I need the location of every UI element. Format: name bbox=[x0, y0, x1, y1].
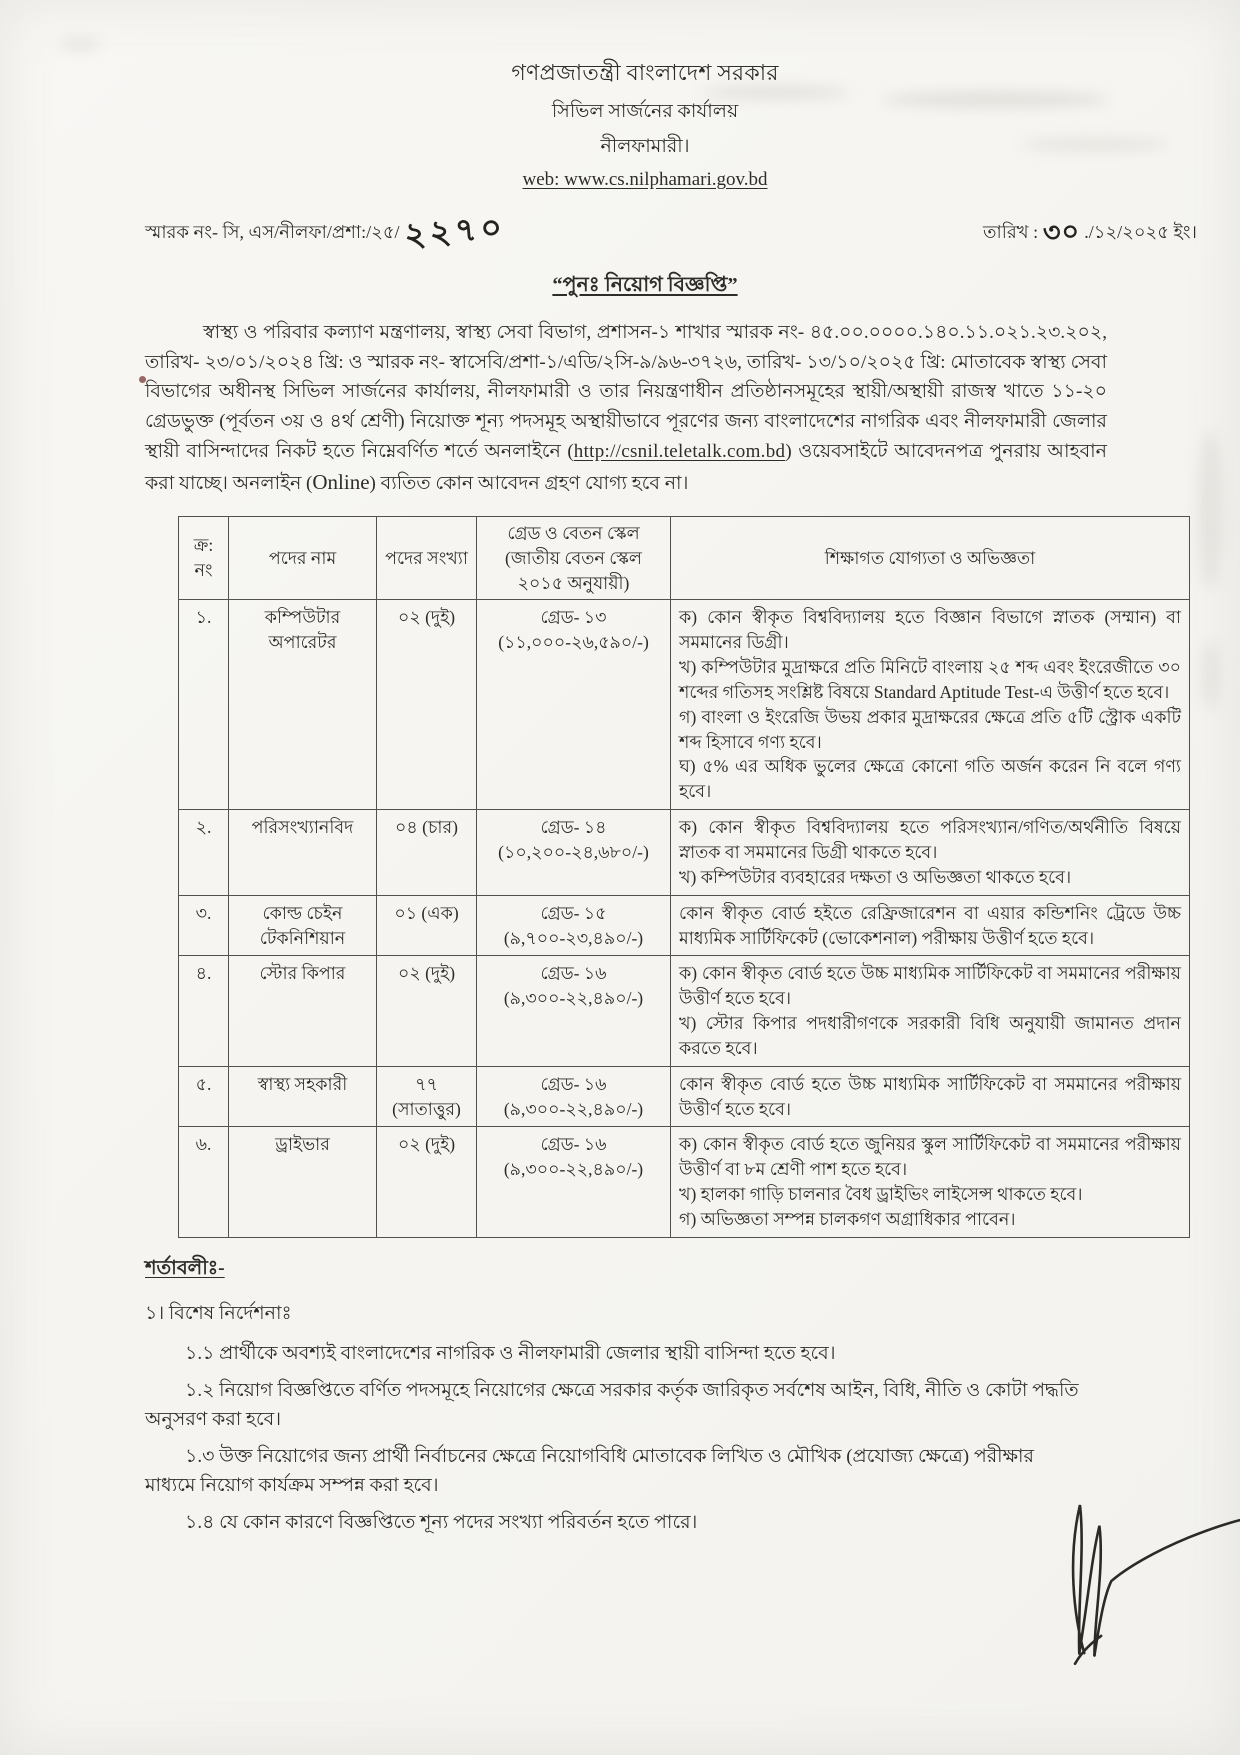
recruitment-table bbox=[178, 516, 1190, 1238]
office-name: সিভিল সার্জনের কার্যালয় bbox=[551, 101, 739, 122]
table-row bbox=[179, 956, 1190, 1066]
serial-cell: ৬. bbox=[179, 1127, 229, 1237]
table-row bbox=[179, 1066, 1190, 1127]
online-word: Online bbox=[312, 470, 370, 495]
memo-number bbox=[145, 201, 506, 257]
scan-smudge bbox=[1202, 640, 1220, 710]
grade-scale-cell: গ্রেড- ১৫ (৯,৭০০-২৩,৪৯০/-) bbox=[477, 895, 671, 956]
grade-scale-cell: গ্রেড- ১৩ (১১,০০০-২৬,৫৯০/-) bbox=[477, 600, 671, 810]
post-count-cell: ০২ (দুই) bbox=[377, 956, 477, 1066]
column-header-post-name: পদের নাম bbox=[229, 516, 377, 600]
column-header-post-count: পদের সংখ্যা bbox=[377, 516, 477, 600]
notice-title: “পুনঃ নিয়োগ বিজ্ঞপ্তি” bbox=[552, 274, 738, 296]
signature bbox=[1035, 1480, 1240, 1670]
qualifications-cell: ক) কোন স্বীকৃত বোর্ড হতে জুনিয়র স্কুল সার্টিফিকেট বা সমমানের পরীক্ষায় উত্তীর্ণ বা ৮ম শ্রেণী পাশ হতে হবে। খ) হালকা গাড়ি চালনার বৈধ ড্রাইভিং লাইসেন্স থাকতে হবে। গ) অভিজ্ঞতা সম্পন্ন চালকগণ অগ্রাধিকার পাবেন। bbox=[671, 1127, 1190, 1237]
post-name-cell: স্টোর কিপার bbox=[229, 956, 377, 1066]
grade-scale-cell: গ্রেড- ১৬ (৯,৩০০-২২,৪৯০/-) bbox=[477, 1127, 671, 1237]
serial-cell: ৩. bbox=[179, 895, 229, 956]
special-instructions-heading: ১। বিশেষ নির্দেশনাঃ bbox=[145, 1302, 292, 1324]
grade-scale-cell: গ্রেড- ১৬ (৯,৩০০-২২,৪৯০/-) bbox=[477, 956, 671, 1066]
condition-item: ১.৩ উক্ত নিয়োগের জন্য প্রার্থী নির্বাচনের ক্ষেত্রে নিয়োগবিধি মোতাবেক লিখিত ও মৌখিক (প্রযোজ্য ক্ষেত্রে) পরীক্ষার মাধ্যমে নিয়োগ কার্যক্রম সম্পন্ন করা হবে। bbox=[145, 1446, 1034, 1496]
qualifications-cell: ক) কোন স্বীকৃত বিশ্ববিদ্যালয় হতে পরিসংখ্যান/গণিত/অর্থনীতি বিষয়ে স্নাতক বা সমমানের ডিগ্রী থাকতে হবে। খ) কম্পিউটার ব্যবহারের দক্ষতা ও অভিজ্ঞতা থাকতে হবে। bbox=[671, 810, 1190, 896]
condition-item: ১.১ প্রার্থীকে অবশ্যই বাংলাদেশের নাগরিক ও নীলফামারী জেলার স্থায়ী বাসিন্দা হতে হবে। bbox=[185, 1342, 836, 1364]
memo-date-row bbox=[145, 201, 1197, 257]
serial-cell: ২. bbox=[179, 810, 229, 896]
letterhead bbox=[145, 56, 1145, 191]
post-name-cell: পরিসংখ্যানবিদ bbox=[229, 810, 377, 896]
office-website-url: web: www.cs.nilphamari.gov.bd bbox=[522, 169, 768, 190]
qualifications-cell: ক) কোন স্বীকৃত বোর্ড হতে উচ্চ মাধ্যমিক সার্টিফিকেট বা সমমানের পরীক্ষায় উত্তীর্ণ হতে হবে। খ) স্টোর কিপার পদধারীগণকে সরকারী বিধি অনুযায়ী জামানত প্রদান করতে হবে। bbox=[671, 956, 1190, 1066]
post-name-cell: ড্রাইভার bbox=[229, 1127, 377, 1237]
post-count-cell: ৭৭ (সাতাত্তুর) bbox=[377, 1066, 477, 1127]
date-handwritten: ৩০ bbox=[1041, 216, 1081, 248]
application-website-url: http://csnil.teletalk.com.bd bbox=[573, 440, 786, 462]
qualifications-cell: কোন স্বীকৃত বোর্ড হতে উচ্চ মাধ্যমিক সার্টিফিকেট বা সমমানের পরীক্ষায় উত্তীর্ণ হতে হবে। bbox=[671, 1066, 1190, 1127]
column-header-qualifications: শিক্ষাগত যোগ্যতা ও অভিজ্ঞতা bbox=[671, 516, 1190, 600]
condition-item: ১.৪ যে কোন কারণে বিজ্ঞপ্তিতে শূন্য পদের সংখ্যা পরিবর্তন হতে পারে। bbox=[185, 1512, 698, 1534]
intro-paragraph bbox=[145, 318, 1107, 499]
table-header-row bbox=[179, 516, 1190, 600]
qualifications-cell: ক) কোন স্বীকৃত বিশ্ববিদ্যালয় হতে বিজ্ঞান বিভাগে স্নাতক (সম্মান) বা সমমানের ডিগ্রী। খ) কম্পিউটার মুদ্রাক্ষরে প্রতি মিনিটে বাংলায় ২৫ শব্দ এবং ইংরেজীতে ৩০ শব্দের গতিসহ সংশ্লিষ্ট বিষয়ে Standard Aptitude Test-এ উত্তীর্ণ হতে হবে। গ) বাংলা ও ইংরেজি উভয় প্রকার মুদ্রাক্ষরের ক্ষেত্রে প্রতি ৫টি স্ট্রোক একটি শব্দ হিসাবে গণ্য হবে। ঘ) ৫% এর অধিক ভুলের ক্ষেত্রে কোনো গতি অর্জন করেন নি বলে গণ্য হবে। bbox=[671, 600, 1190, 810]
intro-text-3: ) ব্যতিত কোন আবেদন গ্রহণ যোগ্য হবে না। bbox=[369, 473, 689, 495]
table-row bbox=[179, 1127, 1190, 1237]
post-name-cell: স্বাস্থ্য সহকারী bbox=[229, 1066, 377, 1127]
conditions-heading: শর্তাবলীঃ- bbox=[145, 1257, 225, 1279]
serial-cell: ৫. bbox=[179, 1066, 229, 1127]
issue-date bbox=[983, 209, 1197, 254]
memo-number-handwritten: ২২৭০ bbox=[402, 209, 508, 255]
column-header-serial: ক্র: নং bbox=[179, 516, 229, 600]
conditions-section bbox=[145, 1254, 1145, 1538]
scan-smudge bbox=[60, 38, 100, 50]
serial-cell: ১. bbox=[179, 600, 229, 810]
table-row bbox=[179, 810, 1190, 896]
column-header-grade-scale: গ্রেড ও বেতন স্কেল (জাতীয় বেতন স্কেল ২০১৫ অনুযায়ী) bbox=[477, 516, 671, 600]
grade-scale-cell: গ্রেড- ১৪ (১০,২০০-২৪,৬৮০/-) bbox=[477, 810, 671, 896]
qualifications-cell: কোন স্বীকৃত বোর্ড হইতে রেফ্রিজারেশন বা এয়ার কন্ডিশনিং ট্রেডে উচ্চ মাধ্যমিক সার্টিফিকেট (ভোকেশনাল) পরীক্ষায় উত্তীর্ণ হতে হবে। bbox=[671, 895, 1190, 956]
post-count-cell: ০২ (দুই) bbox=[377, 600, 477, 810]
grade-scale-cell: গ্রেড- ১৬ (৯,৩০০-২২,৪৯০/-) bbox=[477, 1066, 671, 1127]
post-count-cell: ০৪ (চার) bbox=[377, 810, 477, 896]
post-count-cell: ০২ (দুই) bbox=[377, 1127, 477, 1237]
table-row bbox=[179, 895, 1190, 956]
intro-text-1: স্বাস্থ্য ও পরিবার কল্যাণ মন্ত্রণালয়, স্বাস্থ্য সেবা বিভাগ, প্রশাসন-১ শাখার স্মারক নং- ৪৫.০০.০০০০.১৪০.১১.০২১.২৩.২০২, তারিখ- ২৩/০১/২০২৪ খ্রি: ও স্মারক নং- স্বাসেবি/প্রশা-১/এডি/২সি-৯/৯৬-৩৭২৬, তারিখ- ১৩/১০/২০২৫ খ্রি: মোতাবেক স্বাস্থ্য সেবা বিভাগের অধীনস্থ সিভিল সার্জনের কার্যালয়, নীলফামারী ও তার নিয়ন্ত্রণাধীন প্রতিষ্ঠানসমূহের স্থায়ী/অস্থায়ী রাজস্ব খাতে ১১-২০ গ্রেডভুক্ত (পূর্বতন ৩য় ও ৪র্থ শ্রেণী) নিয়োক্ত শূন্য পদসমূহ অস্থায়ীভাবে পূরণের জন্য বাংলাদেশের নাগরিক এবং নীলফামারী জেলার স্থায়ী বাসিন্দাদের নিকট হতে নিম্নেবর্ণিত শর্তে অনলাইনে ( bbox=[145, 322, 1107, 462]
condition-item: ১.২ নিয়োগ বিজ্ঞপ্তিতে বর্ণিত পদসমূহে নিয়োগের ক্ষেত্রে সরকার কর্তৃক জারিকৃত সর্বশেষ আইন, বিধি, নীতি ও কোটা পদ্ধতি অনুসরণ করা হবে। bbox=[145, 1380, 1079, 1430]
post-name-cell: কোল্ড চেইন টেকনিশিয়ান bbox=[229, 895, 377, 956]
government-name: গণপ্রজাতন্ত্রী বাংলাদেশ সরকার bbox=[511, 60, 779, 85]
table-row bbox=[179, 600, 1190, 810]
serial-cell: ৪. bbox=[179, 956, 229, 1066]
scan-smudge bbox=[1198, 430, 1222, 590]
memo-number-label: স্মারক নং- সি, এস/নীলফা/প্রশা:/২৫/ bbox=[145, 222, 400, 242]
post-count-cell: ০১ (এক) bbox=[377, 895, 477, 956]
date-label: তারিখ : bbox=[983, 222, 1039, 242]
district-name: নীলফামারী। bbox=[600, 136, 690, 157]
date-suffix: ./১২/২০২৫ ইং। bbox=[1084, 222, 1197, 242]
intro-text-2: ) ওয়েবসাইটে আবেদনপত্র পুনরায় আহবান করা যাচ্ছে। অনলাইন ( bbox=[145, 440, 1108, 495]
post-name-cell: কম্পিউটার অপারেটর bbox=[229, 600, 377, 810]
